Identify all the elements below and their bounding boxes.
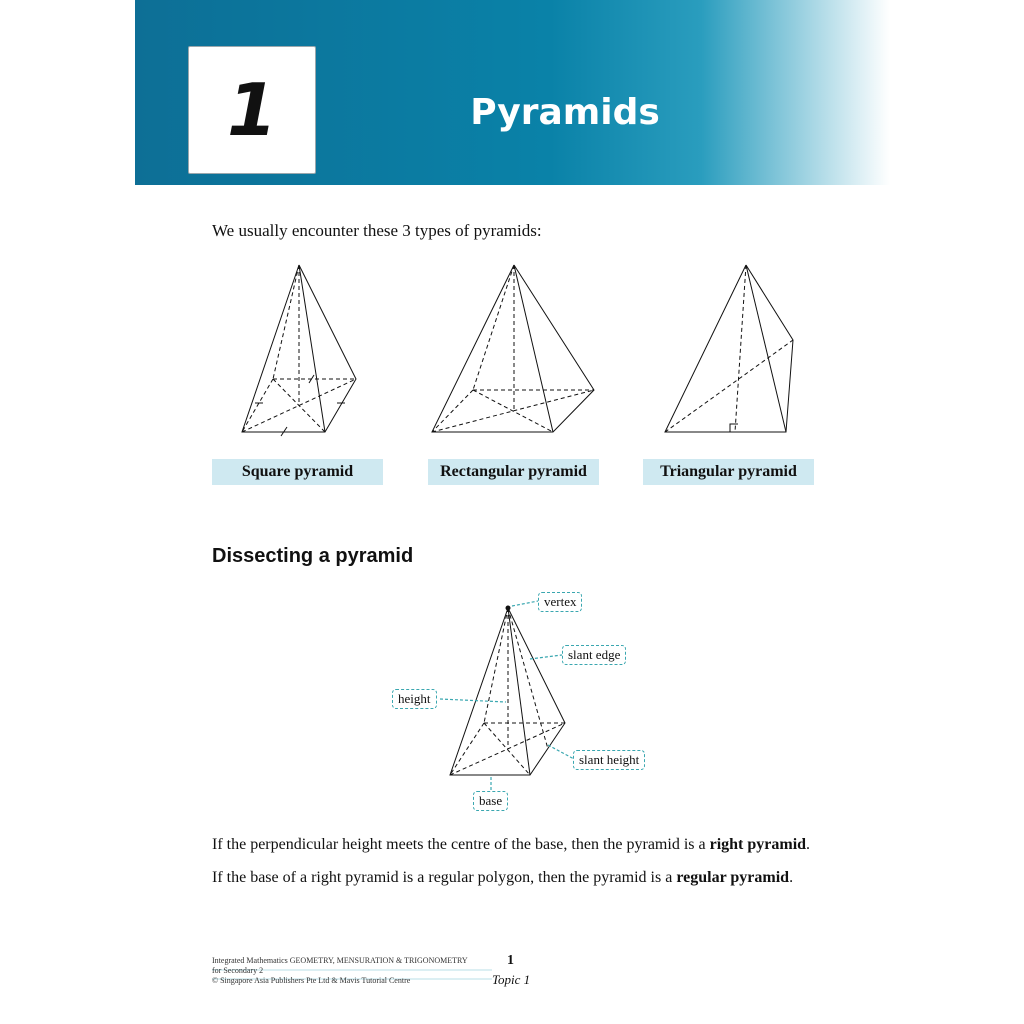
triangular-pyramid-figure	[650, 255, 840, 445]
rectangular-pyramid-figure	[420, 255, 610, 445]
slant-edge-label: slant edge	[562, 645, 626, 665]
page-title: Pyramids	[470, 92, 660, 133]
vertex-dot	[506, 606, 511, 611]
paragraph-right-pyramid	[212, 836, 810, 854]
base-label: base	[473, 791, 508, 811]
bold-term-right-pyramid: right pyramid	[709, 836, 807, 853]
footer-book-title: Integrated Mathematics GEOMETRY, MENSURATION & TRIGONOMETRY	[212, 956, 468, 965]
vertex-label: vertex	[538, 592, 582, 612]
paragraph-text: If the perpendicular height meets the centre of the base, then the pyramid is a	[212, 836, 710, 853]
footer-level: for Secondary 2	[212, 966, 264, 975]
footer-copyright: © Singapore Asia Publishers Pte Ltd & Mavis Tutorial Centre	[212, 976, 411, 985]
height-label: height	[392, 689, 437, 709]
rectangular-pyramid-caption: Rectangular pyramid	[428, 459, 599, 485]
topic-label: Topic 1	[492, 972, 531, 987]
slant-height-label: slant height	[573, 750, 645, 770]
paragraph-end: .	[806, 836, 811, 853]
chapter-number-box	[188, 46, 316, 174]
paragraph-regular-pyramid	[212, 869, 793, 887]
bold-term-regular-pyramid: regular pyramid	[676, 869, 790, 886]
page-number: 1	[507, 953, 514, 968]
intro-text: We usually encounter these 3 types of pyramids:	[212, 221, 542, 240]
square-pyramid-figure	[215, 255, 405, 445]
square-pyramid-caption: Square pyramid	[212, 459, 383, 485]
section-heading: Dissecting a pyramid	[212, 545, 414, 567]
chapter-number: 1	[226, 68, 278, 152]
footer-credits	[212, 956, 468, 986]
triangular-pyramid-caption: Triangular pyramid	[643, 459, 814, 485]
paragraph-end: .	[789, 869, 794, 886]
paragraph-text: If the base of a right pyramid is a regular polygon, then the pyramid is a	[212, 869, 677, 886]
